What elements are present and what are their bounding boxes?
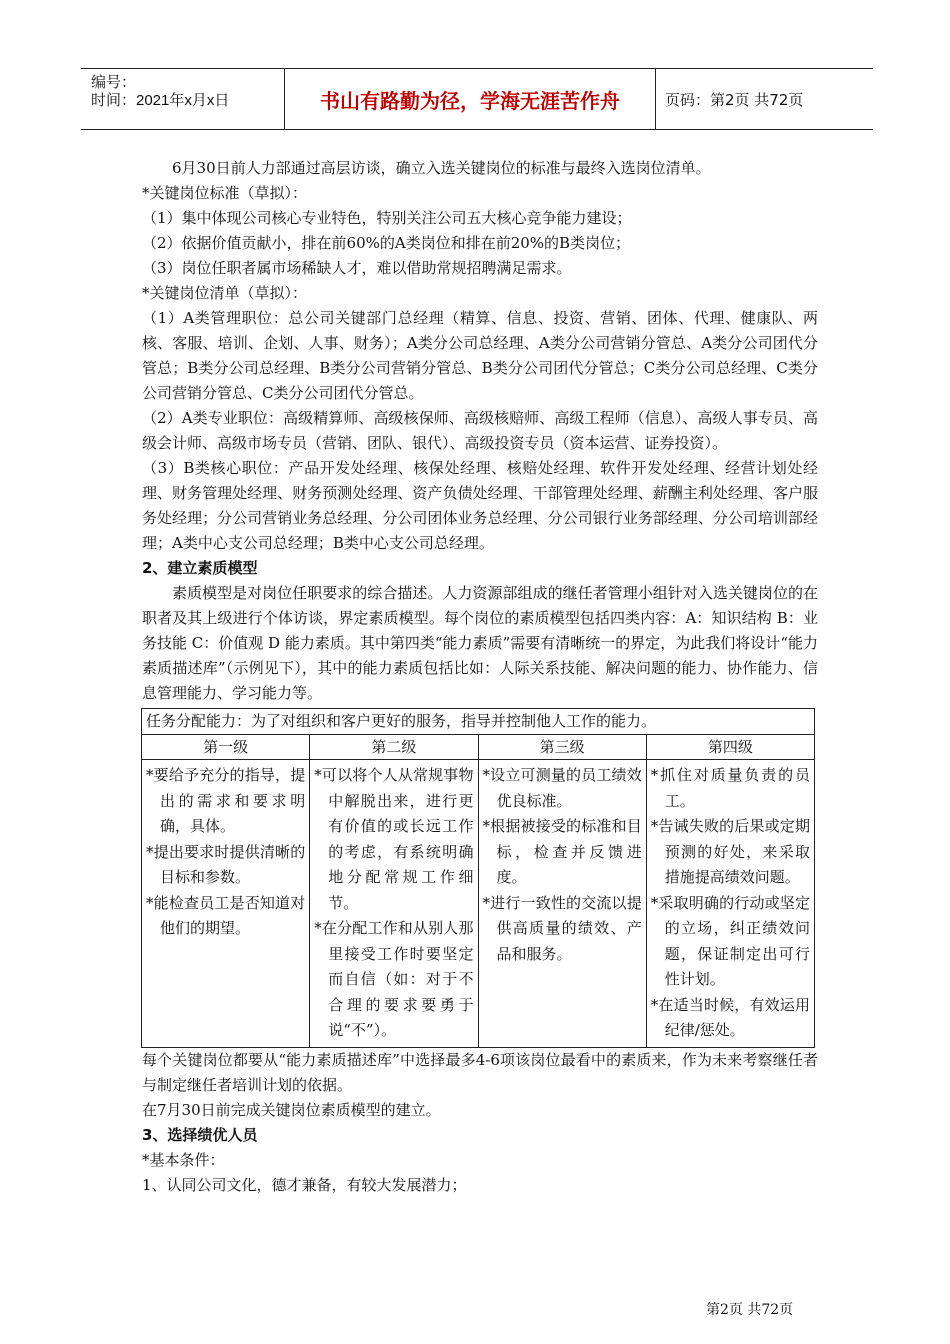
list-item: （3）B类核心职位：产品开发处经理、核保处经理、核赔处经理、软件开发处经理、经营计划处经理、财务管理处经理、财务预测处经理、资产负债处经理、干部管理处经理、薪酬主利处经理、客户服务处经理；分公司营销业务总经理、分公司团体业务总经理、分公司银行业务部经理、分公司培训部经理；A类中心支公司总经理；B类中心支公司总经理。 <box>142 459 818 552</box>
list-item: （2）A类专业职位：高级精算师、高级核保师、高级核赔师、高级工程师（信息）、高级人事专员、高级会计师、高级市场专员（营销、团队、银代）、高级投资专员（资本运营、证券投资）。 <box>142 409 818 452</box>
cell-item: *要给予充分的指导，提出的需求和要求明确，具体。 <box>146 766 306 835</box>
level-1-cell <box>142 760 310 1048</box>
level-header: 第二级 <box>310 735 478 760</box>
cell-item: *在分配工作和从别人那里接受工作时要坚定而自信（如：对于不合理的要求要勇于说“不”）。 <box>314 919 474 1039</box>
cell-item: *根据被接受的标准和目标，检查并反馈进度。 <box>482 817 642 886</box>
page-header <box>81 68 873 130</box>
header-page-number: 页码：第2页 共72页 <box>665 90 804 109</box>
level-header: 第三级 <box>478 735 646 760</box>
list-item: （1）集中体现公司核心专业特色，特别关注公司五大核心竞争能力建设； <box>142 209 632 227</box>
level-header: 第一级 <box>142 735 310 760</box>
cell-item: *告诫失败的后果或定期预测的好处，来采取措施提高绩效问题。 <box>650 817 810 886</box>
paragraph: 每个关键岗位都要从“能力素质描述库”中选择最多4-6项该岗位最看中的素质来，作为未来考察继任者与制定继任者培训计划的依据。 <box>142 1050 818 1094</box>
cell-item: *在适当时候，有效运用纪律/惩处。 <box>650 995 810 1039</box>
cell-item: *能检查员工是否知道对他们的期望。 <box>146 893 306 937</box>
section-label: *关键岗位清单（草拟）： <box>142 284 308 302</box>
page-footer: 第2页 共72页 <box>706 1302 794 1318</box>
section-heading: 2、建立素质模型 <box>142 559 258 577</box>
competency-table <box>141 708 815 1048</box>
document-body <box>142 156 818 1198</box>
paragraph: 素质模型是对岗位任职要求的综合描述。人力资源部组成的继任者管理小组针对入选关键岗位的在职者及其上级进行个体访谈，界定素质模型。每个岗位的素质模型包括四类内容：A：知识结构 B：业务技能 C：价值观 D 能力素质。其中第四类“能力素质”需要有清晰统一的界定，为此我们将设计“能力素质描述库”（示例见下），其中的能力素质包括比如：人际关系技能、解决问题的能力、协作能力、信息管理能力、学习能力等。 <box>142 584 818 702</box>
list-item: （2）依据价值贡献小，排在前60%的A类岗位和排在前20%的B类岗位； <box>142 234 631 252</box>
header-motto: 书山有路勤为径，学海无涯苦作舟 <box>285 69 656 129</box>
cell-item: *采取明确的行动或坚定的立场，纠正绩效问题，保证制定出可行性计划。 <box>650 893 810 988</box>
level-2-cell <box>310 760 478 1048</box>
table-row <box>142 760 815 1048</box>
section-heading: 3、选择绩优人员 <box>142 1125 258 1144</box>
cell-item: *抓住对质量负责的员工。 <box>650 766 810 810</box>
paragraph: 在7月30日前完成关键岗位素质模型的建立。 <box>142 1100 441 1119</box>
level-4-cell <box>646 760 814 1048</box>
table-caption: 任务分配能力：为了对组织和客户更好的服务，指导并控制他人工作的能力。 <box>142 709 815 735</box>
cell-item: *进行一致性的交流以提供高质量的绩效、产品和服务。 <box>482 893 642 963</box>
level-header: 第四级 <box>646 735 814 760</box>
list-item: （3）岗位任职者属市场稀缺人才，难以借助常规招聘满足需求。 <box>142 259 572 277</box>
paragraph: 6月30日前人力部通过高层访谈，确立入选关键岗位的标准与最终入选岗位清单。 <box>172 159 711 177</box>
list-item: 1、认同公司文化，德才兼备，有较大发展潜力； <box>142 1175 467 1194</box>
cell-item: *提出要求时提供清晰的目标和参数。 <box>146 842 306 886</box>
cell-item: *设立可测量的员工绩效优良标准。 <box>482 766 642 810</box>
header-number: 编号： <box>91 74 137 91</box>
header-meta <box>81 69 285 129</box>
section-label: *关键岗位标准（草拟）： <box>142 184 308 202</box>
table-header-row <box>142 735 815 760</box>
cell-item: *可以将个人从常规事物中解脱出来，进行更有价值的或长远工作的考虑，有系统明确地分配常规工作细节。 <box>314 766 474 912</box>
list-item: （1）A类管理职位：总公司关键部门总经理（精算、信息、投资、营销、团体、代理、健康队、两核、客服、培训、企划、人事、财务）；A类分公司总经理、A类分公司营销分管总、A类分公司团代分管总；B类分公司总经理、B类分公司营销分管总、B类分公司团代分管总；C类分公司总经理、C类分公司营销分管总、C类分公司团代分管总。 <box>142 309 818 402</box>
section-label: *基本条件： <box>142 1150 225 1169</box>
level-3-cell <box>478 760 646 1048</box>
header-time: 时间：2021年x月x日 <box>91 92 230 109</box>
